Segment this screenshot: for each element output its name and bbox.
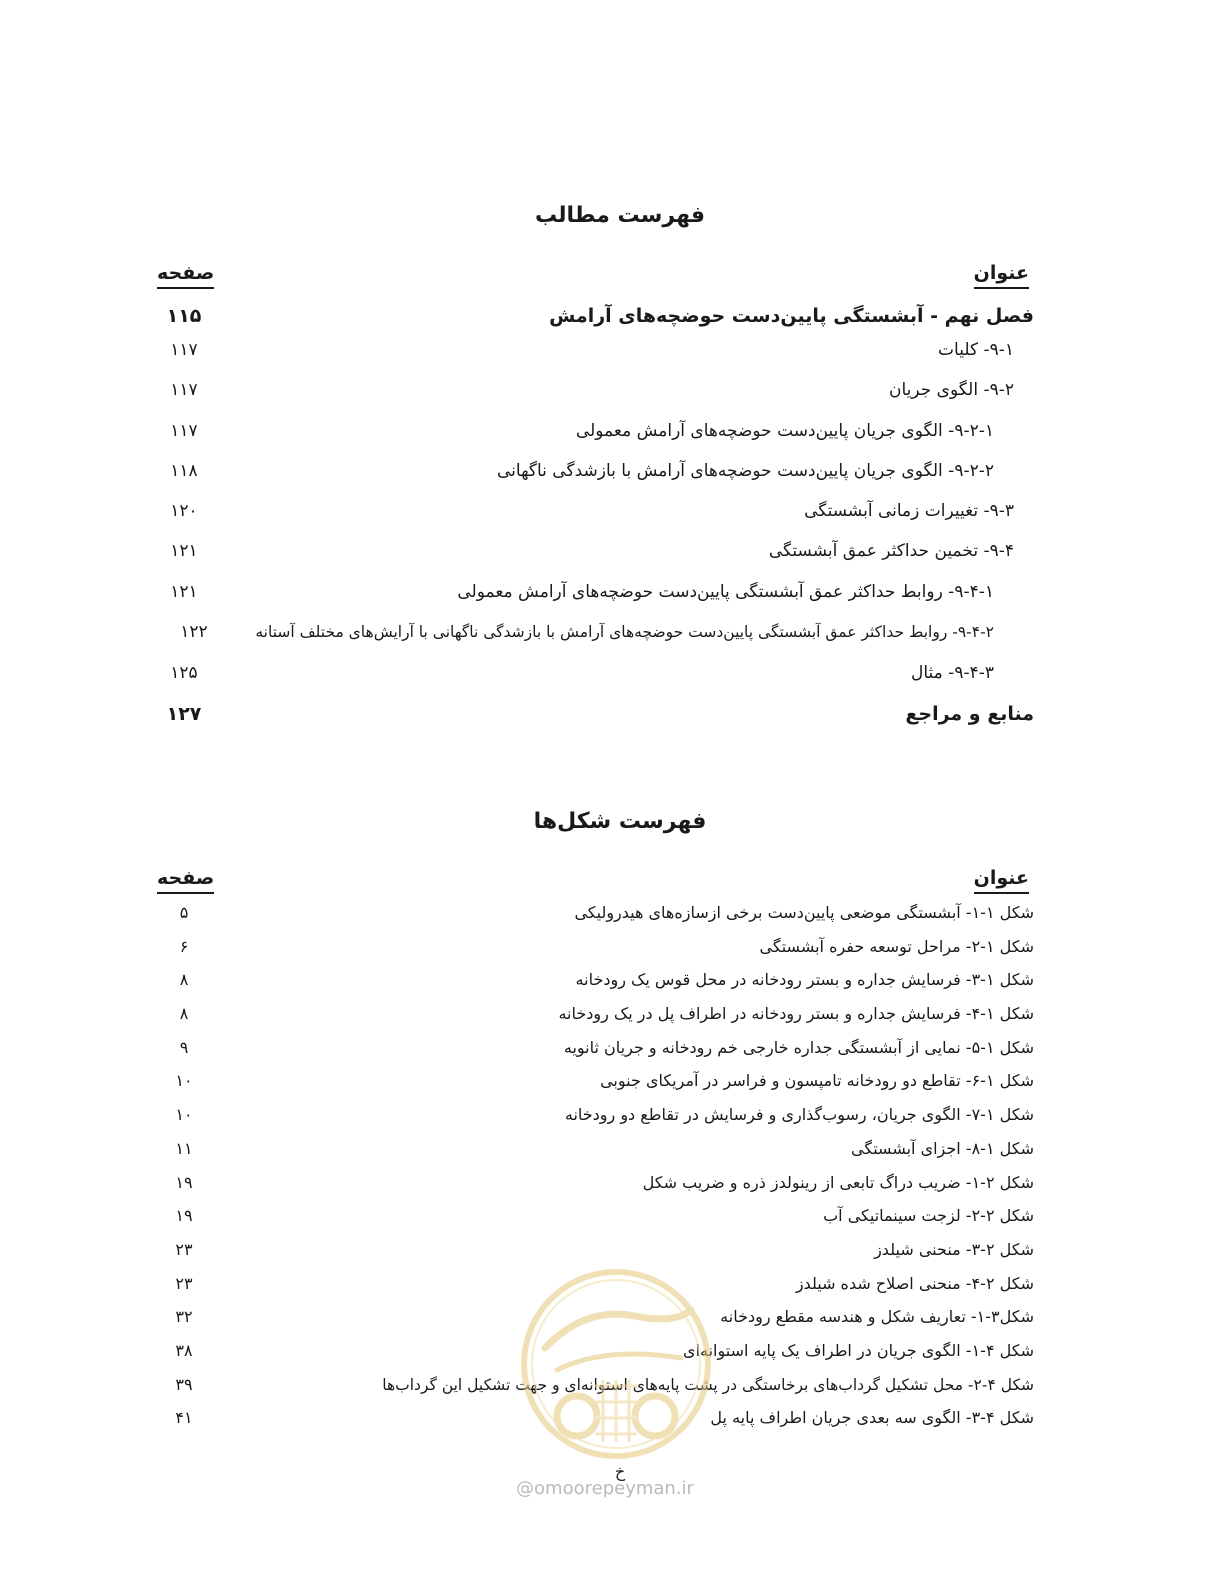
toc-entry-title: ۹-۴- تخمین حداکثر عمق آبشستگی [768, 541, 1014, 561]
figure-entry-page: ۲۳ [175, 1274, 193, 1293]
figure-entry[interactable] [157, 1169, 1034, 1199]
toc-entry-title: منابع و مراجع [905, 703, 1034, 725]
toc-entry-page: ۱۱۷ [170, 421, 198, 441]
toc-entry-page: ۱۱۷ [170, 380, 198, 400]
toc-entry-page: ۱۲۵ [170, 663, 198, 683]
figure-entry-title: شکل ۲-۴- منحنی اصلاح شده شیلدز [795, 1274, 1034, 1293]
figure-entry-page: ۱۹ [175, 1206, 193, 1225]
toc-entry-title: ۹-۲-۱- الگوی جریان پایین‌دست حوضچه‌های آرامش معمولی [575, 421, 994, 441]
figure-entry-page: ۸ [179, 1004, 189, 1023]
toc-entry-page: ۱۲۲ [180, 622, 208, 642]
figure-entry[interactable] [157, 1404, 1034, 1434]
footer-site [0, 1478, 1210, 1499]
figure-entry-page: ۳۹ [175, 1375, 193, 1394]
figure-entry-page: ۴۱ [175, 1408, 193, 1427]
figure-entry[interactable] [157, 1337, 1034, 1367]
toc-entry-title: ۹-۳- تغییرات زمانی آبشستگی [804, 501, 1014, 521]
toc-entry-page: ۱۲۰ [170, 501, 198, 521]
toc-entry-page: ۱۲۱ [170, 582, 198, 602]
figure-entry-title: شکل ۱-۳- فرسایش جداره و بستر رودخانه در محل قوس یک رودخانه [575, 970, 1034, 989]
figure-entry-page: ۸ [179, 970, 189, 989]
toc-entry[interactable] [157, 376, 1034, 406]
figure-entry-title: شکل ۲-۳- منحنی شیلدز [874, 1240, 1034, 1259]
toc-entry-title: ۹-۲- الگوی جریان [888, 380, 1014, 400]
figure-entry-page: ۱۹ [175, 1173, 193, 1192]
figure-entry[interactable] [157, 899, 1034, 929]
toc-entry-title: ۹-۴-۱- روابط حداکثر عمق آبشستگی پایین‌دست حوضچه‌های آرامش معمولی [457, 582, 994, 602]
toc-entry-page: ۱۱۵ [166, 305, 202, 327]
toc-entry-page: ۱۱۸ [170, 461, 198, 481]
toc-entry[interactable] [157, 497, 1034, 527]
figure-entry-page: ۱۰ [175, 1071, 193, 1090]
toc-entry-page: ۱۲۷ [166, 703, 202, 725]
figure-entry-page: ۳۸ [175, 1341, 193, 1360]
toc-entry[interactable] [157, 302, 1034, 332]
toc-heading: فهرست مطالب [534, 203, 706, 228]
toc-entry-title: فصل نهم - آبشستگی پایین‌دست حوضچه‌های آرامش [549, 305, 1034, 327]
figure-entry-page: ۵ [179, 903, 189, 922]
toc-entry[interactable] [157, 336, 1034, 366]
figures-page-column-header: صفحه [157, 866, 214, 894]
toc-entry-title: ۹-۱- کلیات [938, 340, 1014, 360]
toc-entry[interactable] [157, 659, 1034, 689]
figure-entry[interactable] [157, 1034, 1034, 1064]
footer-site-text: omoorepeyman.ir [534, 1478, 694, 1499]
figures-heading: فهرست شکل‌ها [533, 809, 707, 834]
figure-entry[interactable] [157, 933, 1034, 963]
figure-entry-title: شکل ۱-۵- نمایی از آبشستگی جداره خارجی خم رودخانه و جریان ثانویه [563, 1038, 1034, 1057]
figure-entry[interactable] [157, 1303, 1034, 1333]
figures-title-column-header: عنوان [974, 866, 1029, 894]
toc-entry-title: ۹-۴-۲- روابط حداکثر عمق آبشستگی پایین‌دست حوضچه‌های آرامش با بازشدگی ناگهانی با آرایش‌های مختلف آستانه [255, 623, 994, 641]
figure-entry-page: ۳۲ [175, 1307, 193, 1326]
figure-entry-title: شکل ۴-۱- الگوی جریان در اطراف یک پایه استوانه‌ای [683, 1341, 1034, 1360]
figure-entry[interactable] [157, 1135, 1034, 1165]
figure-entry-page: ۱۱ [175, 1139, 193, 1158]
figure-entry-title: شکل ۱-۶- تقاطع دو رودخانه تامپسون و فراسر در آمریکای جنوبی [600, 1071, 1034, 1090]
toc-entry-title: ۹-۴-۳- مثال [911, 663, 994, 683]
figure-entry[interactable] [157, 1000, 1034, 1030]
toc-entry[interactable] [157, 457, 1034, 487]
toc-entry[interactable] [157, 618, 1034, 648]
page-number-letter: خ [614, 1462, 626, 1481]
toc-entry-page: ۱۱۷ [170, 340, 198, 360]
figure-entry[interactable] [157, 1371, 1034, 1401]
toc-page-column-header: صفحه [157, 261, 214, 289]
toc-entry[interactable] [157, 578, 1034, 608]
figure-entry[interactable] [157, 1270, 1034, 1300]
figure-entry[interactable] [157, 1067, 1034, 1097]
figure-entry[interactable] [157, 1202, 1034, 1232]
figure-entry-page: ۱۰ [175, 1105, 193, 1124]
figure-entry-title: شکل ۱-۴- فرسایش جداره و بستر رودخانه در اطراف پل در یک رودخانه [558, 1004, 1034, 1023]
figure-entry-title: شکل ۲-۲- لزجت سینماتیکی آب [823, 1206, 1034, 1225]
toc-entry[interactable] [157, 417, 1034, 447]
figure-entry-title: شکل۳-۱- تعاریف شکل و هندسه مقطع رودخانه [720, 1307, 1034, 1326]
toc-entry[interactable] [157, 537, 1034, 567]
figure-entry-title: شکل ۱-۲- مراحل توسعه حفره آبشستگی [759, 937, 1034, 956]
figure-entry-title: شکل ۴-۲- محل تشکیل گرداب‌های برخاستگی در پشت پایه‌های استوانه‌ای و جهت تشکیل این گرداب‌ها [382, 1376, 1034, 1394]
toc-entry[interactable] [157, 700, 1034, 730]
figure-entry-title: شکل ۲-۱- ضریب دراگ تابعی از رینولدز ذره و ضریب شکل [642, 1173, 1034, 1192]
toc-entry-title: ۹-۲-۲- الگوی جریان پایین‌دست حوضچه‌های آرامش با بازشدگی ناگهانی [496, 461, 994, 481]
figure-entry-page: ۹ [179, 1038, 189, 1057]
figure-entry[interactable] [157, 1236, 1034, 1266]
figure-entry[interactable] [157, 966, 1034, 996]
figure-entry-title: شکل ۱-۷- الگوی جریان، رسوب‌گذاری و فرسایش در تقاطع دو رودخانه [564, 1105, 1034, 1124]
figure-entry-title: شکل ۴-۳- الگوی سه بعدی جریان اطراف پایه پل [710, 1408, 1034, 1427]
toc-title-column-header: عنوان [974, 261, 1029, 289]
figure-entry-page: ۲۳ [175, 1240, 193, 1259]
toc-entry-page: ۱۲۱ [170, 541, 198, 561]
figure-entry-page: ۶ [179, 937, 189, 956]
at-sign-icon: @ [516, 1478, 535, 1499]
figure-entry[interactable] [157, 1101, 1034, 1131]
figure-entry-title: شکل ۱-۱- آبشستگی موضعی پایین‌دست برخی ازسازه‌های هیدرولیکی [574, 903, 1034, 922]
figure-entry-title: شکل ۱-۸- اجزای آبشستگی [851, 1139, 1034, 1158]
